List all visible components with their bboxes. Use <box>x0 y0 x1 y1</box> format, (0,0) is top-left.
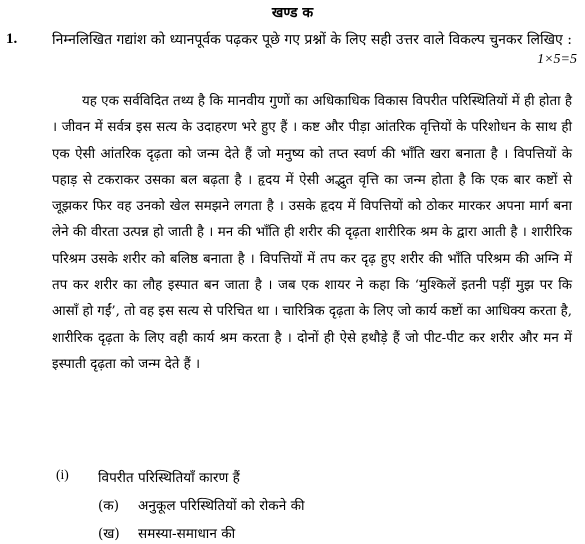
option-ka[interactable] <box>98 495 305 514</box>
option-kha[interactable] <box>98 523 235 542</box>
option-text: समस्या-समाधान की <box>138 526 236 542</box>
option-label: (ख) <box>98 526 120 542</box>
option-text: अनुकूल परिस्थितियों को रोकने की <box>138 498 305 514</box>
section-title: खण्ड क <box>271 5 314 21</box>
marks-label: 1×5=5 <box>537 52 577 67</box>
question-number: 1. <box>6 31 18 47</box>
option-label: (क) <box>98 498 120 514</box>
passage-text: यह एक सर्वविदित तथ्य है कि मानवीय गुणों का अधिकाधिक विकास विपरीत परिस्थितियों में ही होता है । जीवन में सर्वत्र इस सत्य के उदाहरण भरे हुए हैं । कष्ट और पीड़ा आंतरिक वृत्तियों के परिशोधन के साथ ही एक ऐसी आंतरिक दृढ़ता को जन्म देते हैं जो मनुष्य को तप्त स्वर्ण की भाँति खरा बनाता है । विपत्तियों के पहाड़ से टकराकर उसका बल बढ़ता है । हृदय में ऐसी अद्भुत वृत्ति का जन्म होता है कि एक बार कष्टों से जूझकर फिर वह उनको खेल समझने लगता है । उसके हृदय में विपत्तियों को ठोकर मारकर अपना मार्ग बना लेने की वीरता उत्पन्न हो जाती है । मन की भाँति ही शरीर की दृढ़ता शारीरिक श्रम के द्वारा आती है । शारीरिक परिश्रम उसके शरीर को बलिष्ठ बनाता है । विपत्तियों में तप कर दृढ़ हुए शरीर की भाँति परिश्रम की अग्नि में तप कर शरीर का लौह इस्पात बन जाता है । जब एक शायर ने कहा कि ‘मुश्किलें इतनी पड़ीं मुझ पर कि आसाँ हो गईं’, तो वह इस सत्य से परिचित था । चारित्रिक दृढ़ता के लिए जो कार्य कष्टों का आधिक्य करता है, शारीरिक दृढ़ता के लिए वही कार्य श्रम करता है । दोनों ही ऐसे हथौड़े हैं जो पीट-पीट कर शरीर और मन में इस्पाती दृढ़ता को जन्म देते हैं । <box>52 94 572 372</box>
sub-question-number: (i) <box>56 467 69 482</box>
question-instruction: निम्नलिखित गद्यांश को ध्यानपूर्वक पढ़कर पूछे गए प्रश्नों के लिए सही उत्तर वाले विकल्प चुनकर लिखिए : <box>52 32 572 48</box>
sub-question-text: विपरीत परिस्थितियाँ कारण हैं <box>98 470 240 486</box>
